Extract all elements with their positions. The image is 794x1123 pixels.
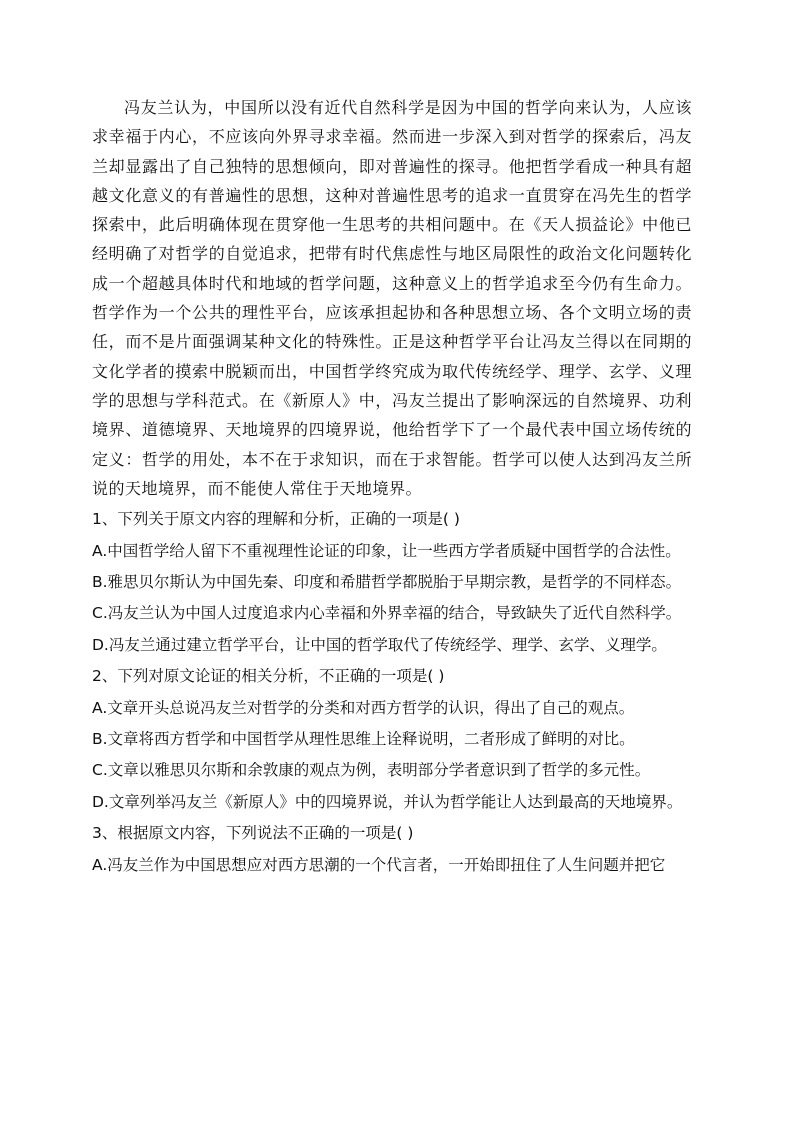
option-d: D.冯友兰通过建立哲学平台，让中国的哲学取代了传统经学、理学、玄学、义理学。 bbox=[92, 635, 667, 654]
option-c: C.文章以雅思贝尔斯和余敦康的观点为例，表明部分学者意识到了哲学的多元性。 bbox=[92, 761, 651, 780]
question-3 bbox=[92, 818, 692, 881]
option-a: A.文章开头总说冯友兰对哲学的分类和对西方哲学的认识，得出了自己的观点。 bbox=[92, 698, 635, 717]
question-stem: 2、下列对原文论证的相关分析，不正确的一项是( ) bbox=[92, 667, 445, 686]
option-a: A.中国哲学给人留下不重视理性论证的印象，让一些西方学者质疑中国哲学的合法性。 bbox=[92, 541, 681, 560]
option-a: A.冯友兰作为中国思想应对西方思潮的一个代言者，一开始即扭住了人生问题并把它 bbox=[92, 855, 666, 874]
option-c: C.冯友兰认为中国人过度追求内心幸福和外界幸福的结合，导致缺失了近代自然科学。 bbox=[92, 604, 682, 623]
document-page bbox=[92, 93, 692, 881]
question-list bbox=[92, 504, 692, 881]
reading-passage: 冯友兰认为，中国所以没有近代自然科学是因为中国的哲学向来认为，人应该求幸福于内心，不应该向外界寻求幸福。然而进一步深入到对哲学的探索后，冯友兰却显露出了自己独特的思想倾向，即对普遍性的探寻。他把哲学看成一种具有超越文化意义的有普遍性的思想，这种对普遍性思考的追求一直贯穿在冯先生的哲学探索中，此后明确体现在贯穿他一生思考的共相问题中。在《天人损益论》中他已经明确了对哲学的自觉追求，把带有时代焦虑性与地区局限性的政治文化问题转化成一个超越具体时代和地域的哲学问题，这种意义上的哲学追求至今仍有生命力。哲学作为一个公共的理性平台，应该承担起协和各种思想立场、各个文明立场的责任，而不是片面强调某种文化的特殊性。正是这种哲学平台让冯友兰得以在同期的文化学者的摸索中脱颖而出，中国哲学终究成为取代传统经学、理学、玄学、义理学的思想与学科范式。在《新原人》中，冯友兰提出了影响深远的自然境界、功利境界、道德境界、天地境界的四境界说，他给哲学下了一个最代表中国立场传统的定义：哲学的用处，本不在于求知识，而在于求智能。哲学可以使人达到冯友兰所说的天地境界，而不能使人常住于天地境界。 bbox=[92, 98, 692, 498]
option-b: B.文章将西方哲学和中国哲学从理性思维上诠释说明，二者形成了鲜明的对比。 bbox=[92, 730, 635, 748]
option-b: B.雅思贝尔斯认为中国先秦、印度和希腊哲学都脱胎于早期宗教，是哲学的不同样态。 bbox=[92, 572, 682, 591]
question-stem: 3、根据原文内容，下列说法不正确的一项是( ) bbox=[92, 824, 414, 843]
question-1 bbox=[92, 504, 692, 661]
question-2 bbox=[92, 661, 692, 818]
option-d: D.文章列举冯友兰《新原人》中的四境界说，并认为哲学能让人达到最高的天地境界。 bbox=[92, 792, 683, 811]
question-stem: 1、下列关于原文内容的理解和分析，正确的一项是( ) bbox=[92, 510, 460, 529]
